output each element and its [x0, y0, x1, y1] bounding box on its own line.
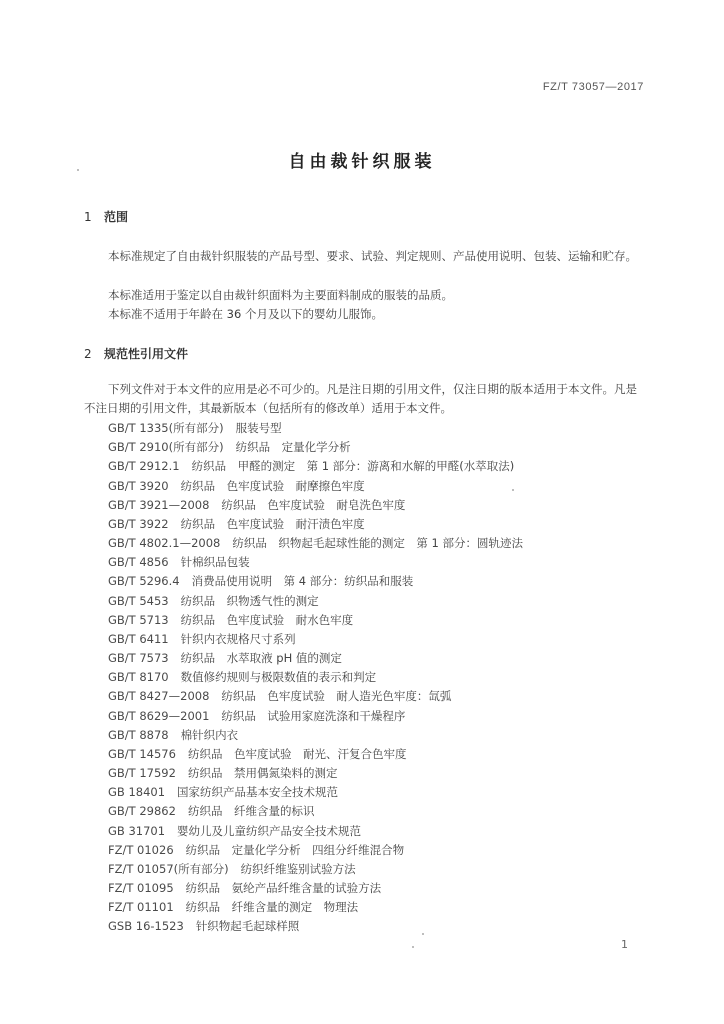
- scan-speck: [77, 169, 79, 171]
- reference-item: [108, 611, 523, 630]
- reference-item: [108, 668, 523, 687]
- reference-title: 针织物起毛起球样照: [195, 919, 300, 934]
- scan-speck: [422, 933, 424, 935]
- reference-code: GB/T 3920: [108, 478, 169, 493]
- reference-title: 纺织品 定量化学分析: [235, 440, 351, 455]
- reference-code: GB/T 14576: [108, 746, 176, 761]
- reference-code: GB/T 5296.4: [108, 574, 180, 589]
- reference-title: 婴幼儿及儿童纺织产品安全技术规范: [177, 823, 362, 838]
- reference-code: GB/T 3921—2008: [108, 497, 210, 512]
- reference-title: 纺织品 氨纶产品纤维含量的试验方法: [185, 881, 382, 896]
- reference-title: 纺织品 色牢度试验 耐皂洗色牢度: [221, 497, 406, 512]
- paragraph: 本标准适用于鉴定以自由裁针织面料为主要面料制成的服装的品质。: [108, 288, 453, 302]
- reference-code: GB/T 8427—2008: [108, 689, 210, 704]
- reference-title: 纺织品 织物起毛起球性能的测定 第 1 部分：圆轨迹法: [232, 536, 523, 551]
- reference-code: GB/T 8629—2001: [108, 708, 210, 723]
- reference-title: 纺织品 试验用家庭洗涤和干燥程序: [221, 708, 406, 723]
- reference-item: [108, 822, 523, 841]
- reference-code: GSB 16-1523: [108, 919, 184, 934]
- section-title: 范围: [104, 210, 129, 224]
- reference-item: [108, 726, 523, 745]
- reference-item: [108, 477, 523, 496]
- reference-title: 国家纺织产品基本安全技术规范: [177, 785, 339, 800]
- reference-title: 消费品使用说明 第 4 部分：纺织品和服装: [191, 574, 414, 589]
- reference-code: GB/T 29862: [108, 804, 176, 819]
- reference-item: [108, 879, 523, 898]
- reference-code: GB/T 4856: [108, 555, 169, 570]
- reference-title: 纺织品 定量化学分析 四组分纤维混合物: [185, 842, 405, 857]
- reference-item: [108, 553, 523, 572]
- paragraph: 本标准不适用于年龄在 36 个月及以下的婴幼儿服饰。: [108, 307, 383, 321]
- reference-title: 纺织品 色牢度试验 耐水色牢度: [180, 612, 354, 627]
- reference-item: [108, 745, 523, 764]
- reference-title: 纺织品 禁用偶氮染料的测定: [187, 766, 338, 781]
- reference-code: GB/T 2910(所有部分): [108, 440, 224, 455]
- reference-item: [108, 515, 523, 534]
- page-number: 1: [621, 938, 628, 951]
- section-2-heading: [84, 345, 188, 362]
- reference-title: 纺织品 色牢度试验 耐光、汗复合色牢度: [187, 746, 407, 761]
- reference-code: GB/T 1335(所有部分): [108, 421, 224, 435]
- reference-item: [108, 841, 523, 860]
- reference-code: GB/T 5453: [108, 593, 169, 608]
- reference-title: 纺织品 色牢度试验 耐汗渍色牢度: [180, 516, 365, 531]
- reference-title: 棉针织内衣: [180, 727, 239, 742]
- reference-item: [108, 592, 523, 611]
- reference-item: [108, 534, 523, 553]
- scan-speck: [412, 946, 414, 948]
- section-number: 2: [84, 347, 92, 361]
- reference-item: [108, 457, 523, 476]
- reference-title: 纺织品 水萃取液 pH 值的测定: [180, 651, 342, 666]
- reference-code: GB/T 4802.1—2008: [108, 536, 221, 551]
- reference-item: [108, 783, 523, 802]
- reference-code: GB/T 17592: [108, 766, 176, 781]
- reference-title: 纺织品 色牢度试验 耐摩擦色牢度: [180, 478, 365, 493]
- reference-item: [108, 438, 523, 457]
- reference-item: [108, 419, 523, 438]
- reference-item: [108, 860, 523, 879]
- reference-title: 纺织品 甲醛的测定 第 1 部分：游离和水解的甲醛(水萃取法): [191, 459, 515, 474]
- reference-code: FZ/T 01095: [108, 881, 174, 896]
- section-1-heading: [84, 208, 128, 225]
- reference-title: 数值修约规则与极限数值的表示和判定: [180, 670, 377, 685]
- reference-code: GB/T 5713: [108, 612, 169, 627]
- reference-code: GB 31701: [108, 823, 166, 838]
- paragraph: 本标准规定了自由裁针织服装的产品号型、要求、试验、判定规则、产品使用说明、包装、运输和贮存。: [108, 249, 637, 263]
- reference-code: GB/T 7573: [108, 651, 169, 666]
- reference-title: 纺织品 色牢度试验 耐人造光色牢度：氙弧: [221, 689, 452, 704]
- reference-code: GB/T 3922: [108, 516, 169, 531]
- reference-title: 纺织品 纤维含量的标识: [187, 804, 315, 819]
- reference-item: [108, 707, 523, 726]
- document-title: 自由裁针织服装: [288, 152, 436, 172]
- reference-code: GB/T 6411: [108, 631, 169, 646]
- reference-item: [108, 572, 523, 591]
- paragraph: 下列文件对于本文件的应用是必不可少的。凡是注日期的引用文件，仅注日期的版本适用于本文件。凡是不注日期的引用文件，其最新版本（包括所有的修改单）适用于本文件。: [84, 382, 637, 415]
- reference-item: [108, 630, 523, 649]
- reference-list: [108, 419, 523, 937]
- reference-item: [108, 917, 523, 936]
- reference-item: [108, 898, 523, 917]
- reference-code: GB 18401: [108, 785, 166, 800]
- reference-title: 纺织品 织物透气性的测定: [180, 593, 319, 608]
- standard-code: FZ/T 73057—2017: [542, 81, 644, 93]
- scan-speck: [512, 489, 514, 491]
- reference-title: 纺织纤维鉴别试验方法: [240, 861, 356, 876]
- reference-title: 纺织品 纤维含量的测定 物理法: [185, 900, 359, 915]
- section-title: 规范性引用文件: [104, 347, 189, 361]
- reference-item: [108, 764, 523, 783]
- reference-title: 针织内衣规格尺寸系列: [180, 631, 296, 646]
- reference-title: 针棉织品包装: [180, 555, 250, 570]
- reference-item: [108, 802, 523, 821]
- reference-code: FZ/T 01057(所有部分): [108, 861, 229, 876]
- reference-title: 服装号型: [235, 421, 282, 435]
- section-number: 1: [84, 210, 92, 224]
- reference-code: GB/T 2912.1: [108, 459, 180, 474]
- reference-item: [108, 649, 523, 668]
- reference-item: [108, 687, 523, 706]
- reference-item: [108, 496, 523, 515]
- reference-code: GB/T 8878: [108, 727, 169, 742]
- reference-code: FZ/T 01026: [108, 842, 174, 857]
- reference-code: FZ/T 01101: [108, 900, 174, 915]
- reference-code: GB/T 8170: [108, 670, 169, 685]
